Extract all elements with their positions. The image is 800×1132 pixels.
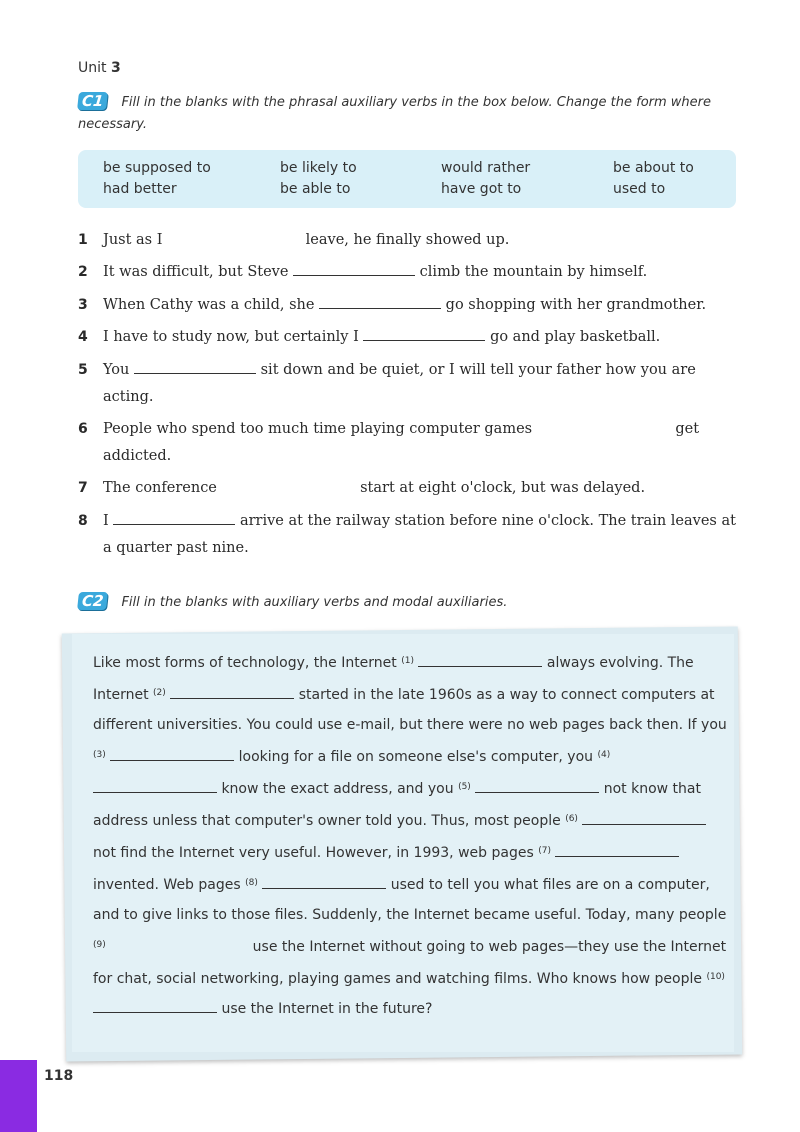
page-color-bar: [0, 1060, 37, 1132]
item-text-before: People who spend too much time playing computer games: [103, 421, 533, 437]
word-item: be able to: [280, 181, 351, 197]
item-text-before: I have to study now, but certainly I: [103, 329, 359, 345]
exercise-item: [78, 357, 738, 411]
exercise-item: [78, 259, 738, 286]
item-text-after: sit down and be quiet, or I will tell your father how you are acting.: [103, 362, 696, 405]
item-number: 1: [78, 232, 88, 248]
item-text-after: climb the mountain by himself.: [419, 264, 648, 280]
item-text-before: When Cathy was a child, she: [103, 297, 315, 313]
item-number: 7: [78, 480, 88, 496]
c2-instruction-block: [78, 592, 738, 614]
item-number: 8: [78, 513, 88, 529]
passage-segment: invented. Web pages: [93, 877, 241, 893]
blank-marker: (8): [245, 878, 258, 888]
c1-badge: C1: [77, 92, 108, 110]
passage-segment: use the Internet without going to web pages—they use the Internet for chat, social networking, playing games and watching films. Who knows how people: [93, 939, 727, 987]
blank-marker: (9): [93, 940, 106, 950]
passage-blank[interactable]: [418, 652, 542, 667]
word-item: be likely to: [280, 160, 357, 176]
unit-label: [78, 60, 121, 76]
passage-blank[interactable]: [93, 778, 217, 793]
passage-segment: not find the Internet very useful. However, in 1993, web pages: [93, 845, 534, 861]
c2-badge: C2: [77, 592, 108, 610]
blank-marker: (7): [538, 846, 551, 856]
passage-segment: use the Internet in the future?: [221, 1001, 433, 1017]
passage-segment: not know that address unless that computer's owner told you. Thus, most people: [93, 781, 701, 829]
exercise-item: [78, 324, 738, 351]
word-item: be about to: [613, 160, 694, 176]
blank-marker: (2): [153, 688, 166, 698]
item-number: 4: [78, 329, 88, 345]
word-item: had better: [103, 181, 177, 197]
item-number: 3: [78, 297, 88, 313]
word-box: [78, 150, 736, 208]
item-number: 6: [78, 421, 88, 437]
passage-blank[interactable]: [170, 684, 294, 699]
item-text-before: I: [103, 513, 109, 529]
item-text-after: get addicted.: [103, 421, 700, 464]
blank-marker: (6): [565, 814, 578, 824]
passage-blank[interactable]: [262, 874, 386, 889]
answer-blank[interactable]: [113, 510, 235, 525]
passage-segment: used to tell you what files are on a computer, and to give links to those files. Suddenly, the Internet became useful. Today, many people: [93, 877, 727, 923]
c1-instruction: Fill in the blanks with the phrasal auxiliary verbs in the box below. Change the form where necessary.: [78, 95, 711, 132]
item-text-before: The conference: [103, 480, 217, 496]
answer-blank[interactable]: [363, 326, 485, 341]
exercise-item: [78, 292, 738, 319]
item-text-before: Just as I: [103, 232, 163, 248]
answer-blank[interactable]: [319, 294, 441, 309]
passage-blank[interactable]: [475, 778, 599, 793]
item-number: 2: [78, 264, 88, 280]
item-text-after: arrive at the railway station before nine o'clock. The train leaves at a quarter past nine.: [103, 513, 736, 556]
page-number: 118: [44, 1068, 74, 1084]
unit-number: 3: [110, 60, 121, 76]
passage-blank[interactable]: [555, 842, 679, 857]
c1-instruction-block: [78, 92, 738, 136]
item-text-after: go and play basketball.: [490, 329, 661, 345]
passage-segment: know the exact address, and you: [221, 781, 454, 797]
word-item: be supposed to: [103, 160, 211, 176]
word-item: have got to: [441, 181, 522, 197]
unit-word: Unit: [78, 60, 107, 76]
item-text-before: It was difficult, but Steve: [103, 264, 289, 280]
passage-blank[interactable]: [582, 810, 706, 825]
passage-segment: Like most forms of technology, the Internet: [93, 655, 397, 671]
item-number: 5: [78, 362, 88, 378]
exercise-item: [78, 227, 738, 254]
word-item: would rather: [441, 160, 531, 176]
item-text-after: leave, he finally showed up.: [305, 232, 510, 248]
passage-segment: started in the late 1960s as a way to connect computers at different universities. You could use e-mail, but there were no web pages back then. If you: [93, 687, 727, 733]
item-text-after: go shopping with her grandmother.: [445, 297, 707, 313]
passage-segment: always evolving. The Internet: [93, 655, 694, 703]
blank-marker: (1): [401, 656, 414, 666]
item-text-after: start at eight o'clock, but was delayed.: [360, 480, 646, 496]
exercise-item: [78, 508, 738, 562]
blank-marker: (3): [93, 750, 106, 760]
item-text-before: You: [103, 362, 130, 378]
blank-marker: (4): [597, 750, 611, 760]
exercise-item: [78, 416, 738, 470]
answer-blank[interactable]: [134, 359, 256, 374]
blank-marker: (5): [458, 782, 471, 792]
passage-segment: looking for a file on someone else's computer, you: [238, 749, 594, 765]
c2-instruction: Fill in the blanks with auxiliary verbs and modal auxiliaries.: [121, 595, 508, 610]
passage-blank[interactable]: [110, 746, 234, 761]
answer-blank[interactable]: [293, 261, 415, 276]
passage-text: [93, 646, 729, 1024]
word-item: used to: [613, 181, 666, 197]
exercise-item: [78, 475, 738, 502]
passage-blank[interactable]: [93, 998, 217, 1013]
blank-marker: (10): [706, 972, 725, 982]
